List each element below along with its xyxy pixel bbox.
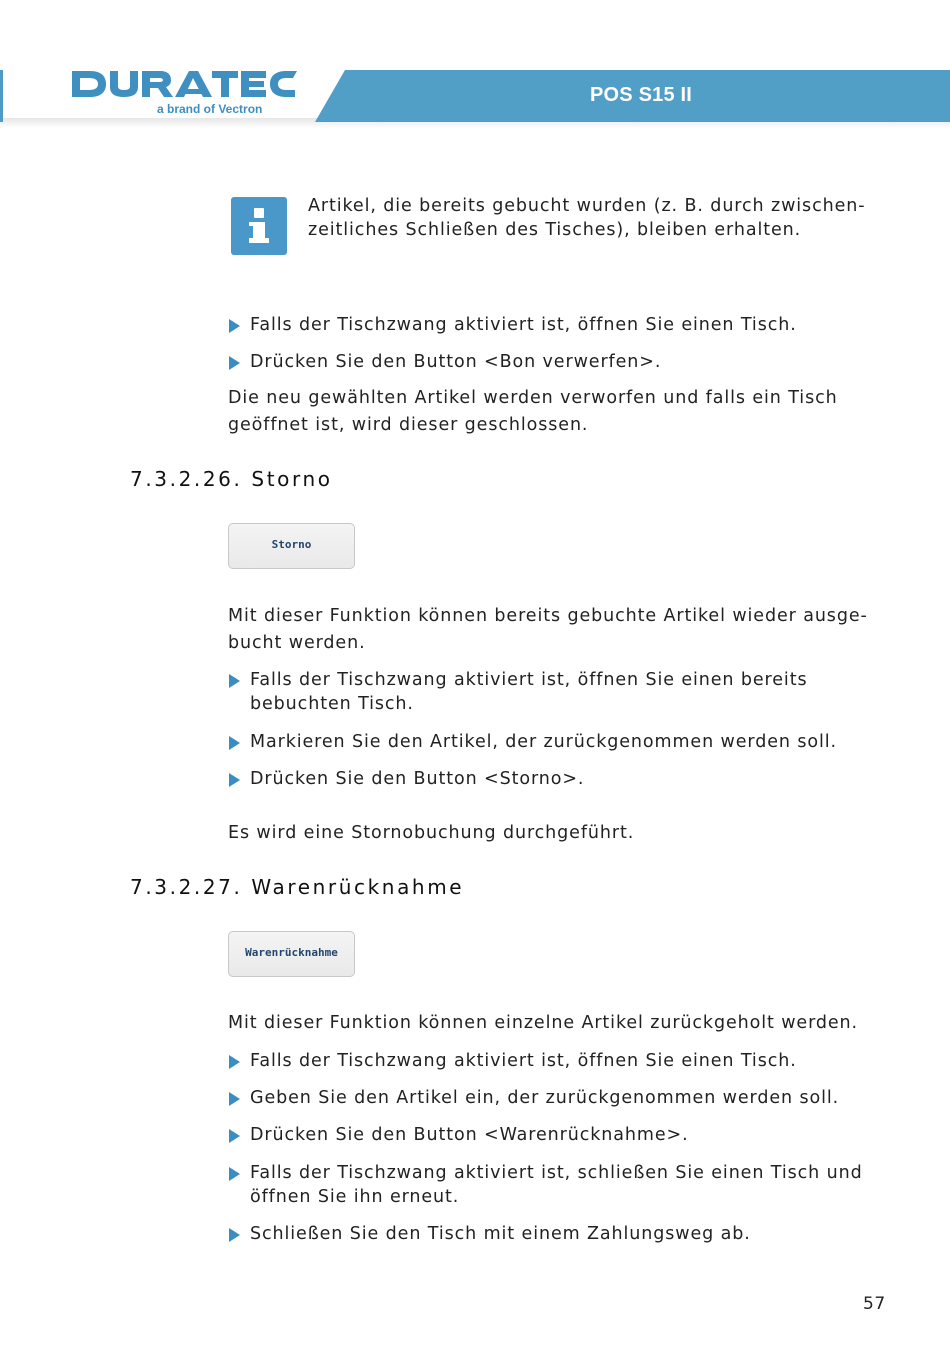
bullet-arrow-icon [229, 674, 240, 688]
storno-result: Es wird eine Stornobuchung durchgeführt. [228, 823, 635, 843]
storno-desc-line2: bucht werden. [228, 633, 366, 653]
product-name: POS S15 II [590, 84, 693, 106]
bullet-arrow-icon [229, 319, 240, 333]
info-text-line2: zeitliches Schließen des Tisches), bleiben erhalten. [308, 220, 802, 240]
storno-button-label: Storno [271, 538, 312, 551]
result-text-line1: Die neu gewählten Artikel werden verworfen und falls ein Tisch [228, 388, 838, 408]
storno-button-image [228, 523, 355, 569]
bullet-arrow-icon [229, 736, 240, 750]
duratec-logo [72, 67, 302, 101]
result-text-line2: geöffnet ist, wird dieser geschlossen. [228, 415, 589, 435]
storno-desc-line1: Mit dieser Funktion können bereits gebuchte Artikel wieder ausge- [228, 606, 868, 626]
bullet-arrow-icon [229, 1129, 240, 1143]
header-rule [0, 70, 3, 122]
warenruecknahme-button-label: Warenrücknahme [245, 946, 338, 959]
info-icon [231, 197, 287, 255]
bullet-arrow-icon [229, 1167, 240, 1181]
logo-tagline: a brand of Vectron [157, 102, 263, 116]
bullet-arrow-icon [229, 356, 240, 370]
warenruecknahme-desc: Mit dieser Funktion können einzelne Artikel zurückgeholt werden. [228, 1013, 859, 1033]
page-number: 57 [863, 1294, 886, 1314]
bullet-arrow-icon [229, 1228, 240, 1242]
bullet-arrow-icon [229, 1055, 240, 1069]
bullet-arrow-icon [229, 773, 240, 787]
bullet-arrow-icon [229, 1092, 240, 1106]
section-heading-warenruecknahme: 7.3.2.27. Warenrücknahme [130, 875, 465, 899]
warenruecknahme-button-image [228, 931, 355, 977]
info-text-line1: Artikel, die bereits gebucht wurden (z. B. durch zwischen- [308, 196, 866, 216]
section-heading-storno: 7.3.2.26. Storno [130, 467, 333, 491]
